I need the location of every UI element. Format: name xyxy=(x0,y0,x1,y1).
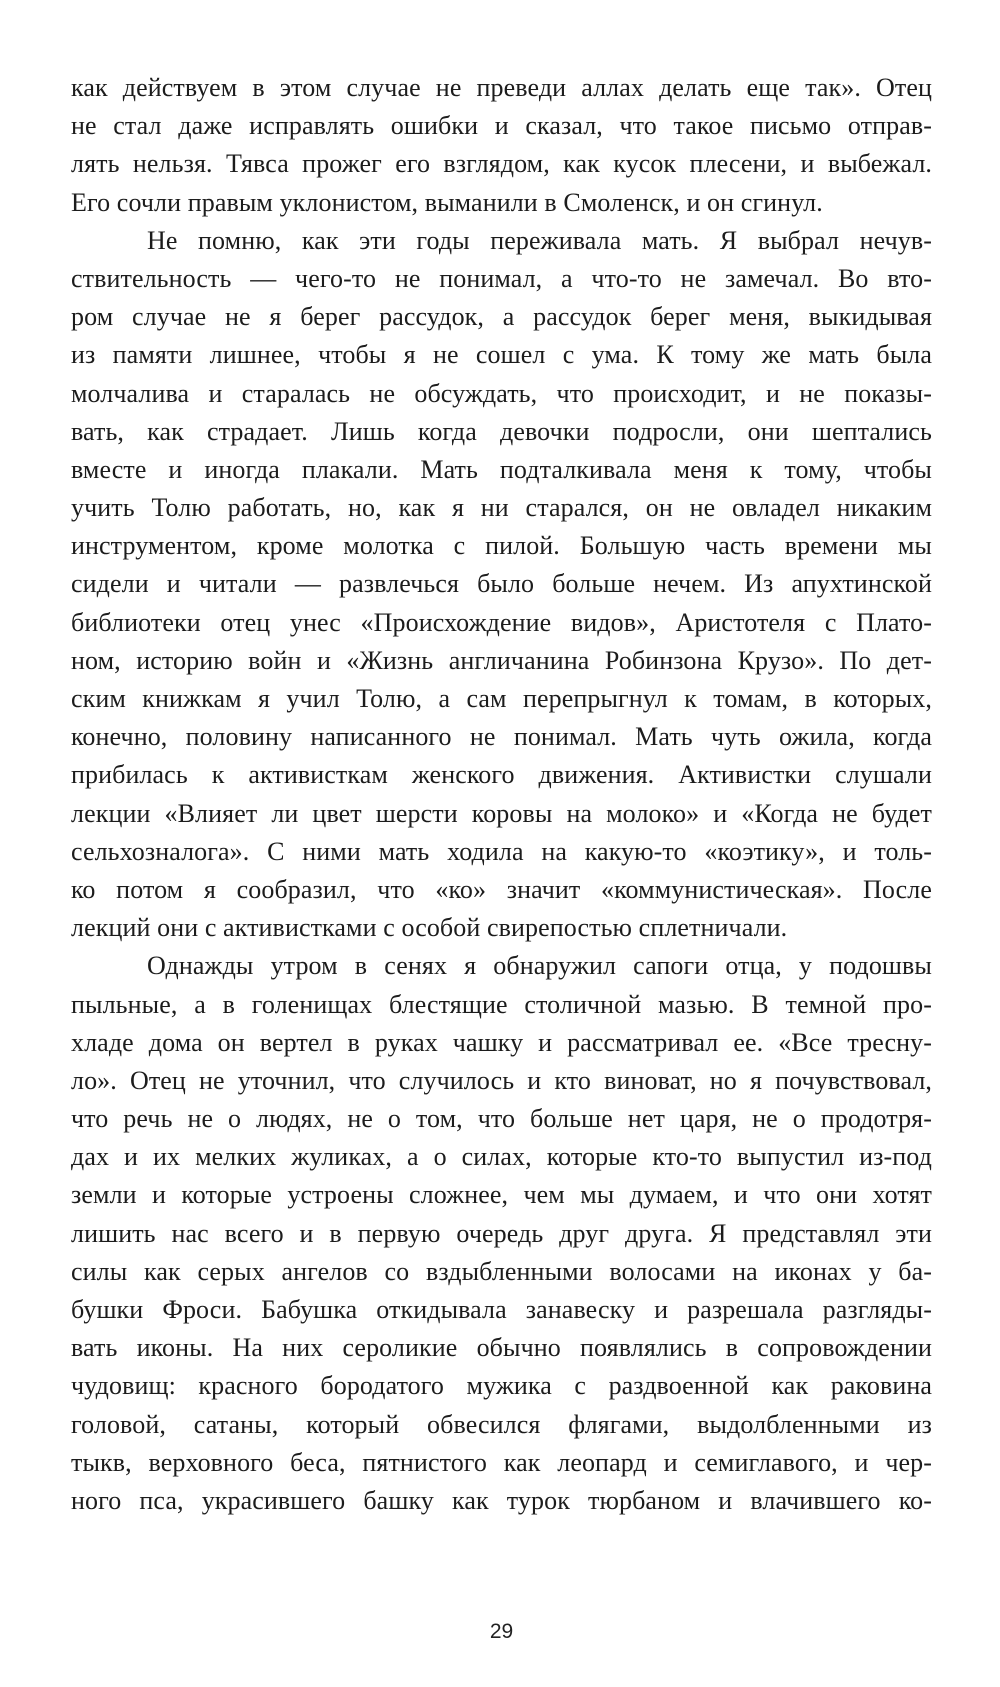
text-line: как действуем в этом случае не преведи аллах делать еще так». Отец xyxy=(71,73,932,102)
text-line: хладе дома он вертел в руках чашку и рассматривал ее. «Все тресну- xyxy=(71,1027,932,1057)
text-line: ствительность — чего-то не понимал, а что-то не замечал. Во вто- xyxy=(71,263,932,293)
text-line: ном, историю войн и «Жизнь англичанина Робинзона Крузо». По дет- xyxy=(71,645,932,675)
text-line: пыльные, а в голенищах блестящие столичной мазью. В темной про- xyxy=(71,989,932,1019)
text-line: лекций они с активистками с особой свирепостью сплетничали. xyxy=(71,913,788,943)
text-line: библиотеки отец унес «Происхождение видов», Аристотеля с Плато- xyxy=(71,607,932,637)
text-line: сидели и читали — развлечься было больше нечем. Из апухтинской xyxy=(71,569,932,599)
text-line: лять нельзя. Тявса прожег его взглядом, как кусок плесени, и выбежал. xyxy=(71,149,932,179)
text-line: ским книжкам я учил Толю, а сам перепрыгнул к томам, в которых, xyxy=(71,684,932,713)
text-line: учить Толю работать, но, как я ни старался, он не овладел никаким xyxy=(71,493,932,523)
text-line: лишить нас всего и в первую очередь друг друга. Я представлял эти xyxy=(71,1218,932,1248)
text-line: инструментом, кроме молотка с пилой. Большую часть времени мы xyxy=(71,531,932,561)
page-number: 29 xyxy=(489,1620,514,1643)
text-line: тыкв, верховного беса, пятнистого как леопард и семиглавого, и чер- xyxy=(71,1447,932,1477)
text-line: Его сочли правым уклонистом, выманили в Смоленск, и он сгинул. xyxy=(71,187,823,217)
text-line: бушки Фроси. Бабушка откидывала занавеску и разрешала разгляды- xyxy=(71,1295,932,1324)
page-text xyxy=(71,69,932,1520)
text-line: головой, сатаны, который обвесился флягами, выдолбленными из xyxy=(71,1409,932,1439)
text-line: ко потом я сообразил, что «ко» значит «коммунистическая». После xyxy=(71,874,932,904)
text-line: не стал даже исправлять ошибки и сказал, что такое письмо отправ- xyxy=(71,111,932,141)
text-line: из памяти лишнее, чтобы я не сошел с ума. К тому же мать была xyxy=(71,340,932,370)
text-line: ного пса, украсившего башку как турок тюрбаном и влачившего ко- xyxy=(71,1485,932,1515)
text-line: чудовищ: красного бородатого мужика с раздвоенной как раковина xyxy=(71,1371,932,1401)
text-line: дах и их мелких жуликах, а о силах, которые кто-то выпустил из-под xyxy=(71,1142,932,1172)
text-line: Однажды утром в сенях я обнаружил сапоги отца, у подошвы xyxy=(147,951,932,981)
text-line: конечно, половину написанного не понимал. Мать чуть ожила, когда xyxy=(71,722,932,752)
text-line: сельхозналога». С ними мать ходила на какую-то «коэтику», и толь- xyxy=(71,836,932,866)
text-line: прибилась к активисткам женского движения. Активистки слушали xyxy=(71,760,932,790)
text-line: молчалива и старалась не обсуждать, что происходит, и не показы- xyxy=(71,378,932,408)
text-line: силы как серых ангелов со вздыбленными волосами на иконах у ба- xyxy=(71,1256,932,1286)
text-line: лекции «Влияет ли цвет шерсти коровы на молоко» и «Когда не будет xyxy=(71,798,932,828)
text-line: ло». Отец не уточнил, что случилось и кто виноват, но я почувствовал, xyxy=(71,1065,932,1095)
text-line: вать, как страдает. Лишь когда девочки подросли, они шептались xyxy=(71,416,932,446)
text-line: Не помню, как эти годы переживала мать. Я выбрал нечув- xyxy=(147,225,932,255)
text-line: вместе и иногда плакали. Мать подталкивала меня к тому, чтобы xyxy=(71,454,932,484)
text-line: что речь не о людях, не о том, что больше нет царя, не о продотря- xyxy=(71,1104,932,1134)
text-line: вать иконы. На них сероликие обычно появлялись в сопровождении xyxy=(71,1333,932,1363)
text-line: ром случае не я берег рассудок, а рассудок берег меня, выкидывая xyxy=(71,302,932,332)
text-line: земли и которые устроены сложнее, чем мы думаем, и что они хотят xyxy=(71,1180,932,1210)
